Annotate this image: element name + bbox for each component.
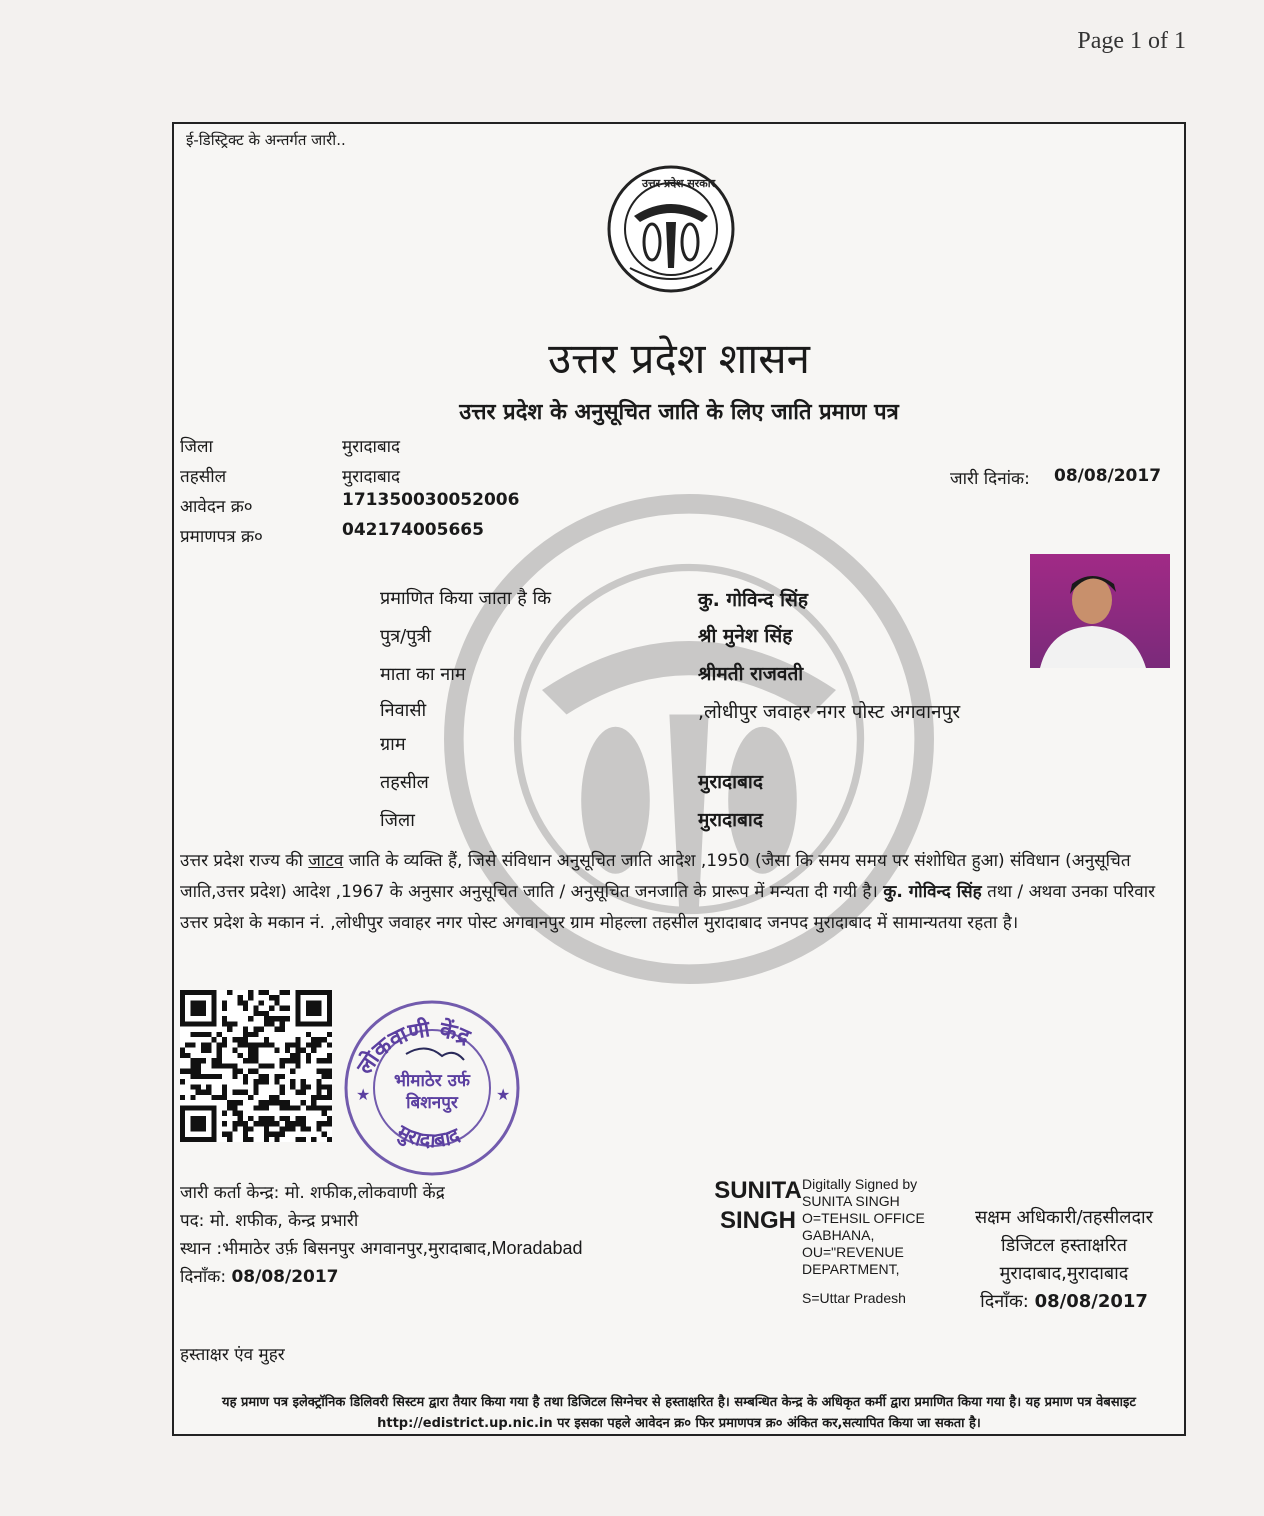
signer-name-line-2: SINGH [719, 1207, 796, 1234]
authority-date-value: 08/08/2017 [1034, 1291, 1148, 1312]
village-label: ग्राम [380, 734, 406, 755]
district-label: जिला [180, 437, 213, 457]
issuer-date [180, 1264, 339, 1287]
application-number-value: 171350030052006 [342, 490, 520, 510]
parent-name: श्री मुनेश सिंह [698, 625, 793, 647]
person-photo-icon [1030, 554, 1170, 668]
authority-signed: डिजिटल हस्ताक्षरित [1001, 1235, 1127, 1256]
signature-line-1: Digitally Signed by [802, 1176, 918, 1192]
statement-part-2: जाति के व्यक्ति हैं, जिसे संविधान अनुसूचित जाति आदेश ,1950 (जैसा कि समय समय पर संशोधित हुआ) संविधान (अनुसूचित जाति,उत्तर प्रदेश) आदेश ,1967 के अनुसार अनुसूचित जाति / अनुसूचित जनजाति के प्रारूप में मन्यता दी गयी है। [180, 851, 1131, 902]
signer-name [714, 1176, 802, 1236]
district-value: मुरादाबाद [342, 437, 401, 457]
resident-value: ,लोधीपुर जवाहर नगर पोस्ट अगवानपुर [698, 701, 961, 723]
tehsil-label: तहसील [180, 467, 227, 487]
stamp-line-2: बिशनपुर [406, 1093, 458, 1113]
authority-place: मुरादाबाद,मुरादाबाद [999, 1263, 1129, 1284]
authority-date-label: दिनाँक: [980, 1291, 1029, 1312]
signature-line-6: DEPARTMENT, [802, 1261, 900, 1277]
svg-text:★: ★ [496, 1085, 511, 1104]
lokvani-stamp-icon [336, 994, 528, 1176]
issuer-place-hindi: स्थान :भीमाठेर उर्फ़ बिसनपुर अगवानपुर,मुरादाबाद, [180, 1239, 492, 1259]
signature-details [802, 1176, 925, 1278]
certificate-number-label: प्रमाणपत्र क्र० [180, 527, 263, 547]
signature-seal-label: हस्ताक्षर एंव मुहर [180, 1345, 285, 1365]
issuer-date-value: 08/08/2017 [231, 1267, 339, 1287]
signature-line-4: GABHANA, [802, 1227, 875, 1243]
mother-name: श्रीमती राजवती [698, 663, 804, 685]
application-number-label: आवेदन क्र० [180, 497, 253, 517]
cert-tehsil-label: तहसील [380, 772, 429, 793]
statement-part-1: उत्तर प्रदेश राज्य की [180, 851, 309, 871]
svg-text:मुरादाबाद [392, 1119, 464, 1152]
certificate-number-value: 042174005665 [342, 520, 484, 540]
stamp-top-text: लोकवाणी केंद्र [352, 1017, 474, 1080]
header-note: ई-डिस्ट्रिक्ट के अन्तर्गत जारी.. [186, 131, 346, 149]
caste-name: जाटव [308, 851, 344, 871]
signature-state: S=Uttar Pradesh [802, 1290, 906, 1306]
authority-title: सक्षम अधिकारी/तहसीलदार [974, 1207, 1154, 1228]
signature-line-2: SUNITA SINGH [802, 1193, 900, 1209]
cert-district-value: मुरादाबाद [698, 809, 763, 831]
statement-person-name: कु. गोविन्द सिंह [883, 882, 982, 902]
page-number: Page 1 of 1 [1077, 28, 1186, 54]
certificate [172, 122, 1186, 1436]
certified-name: कु. गोविन्द सिंह [698, 589, 808, 611]
emblem-text: उत्तर प्रदेश सरकार [642, 177, 716, 190]
stamp-bottom-text: मुरादाबाद [393, 1119, 464, 1153]
certified-label: प्रमाणित किया जाता है कि [380, 588, 552, 609]
issue-date-value: 08/08/2017 [1054, 466, 1162, 486]
signer-name-line-1: SUNITA [714, 1177, 802, 1204]
issuer-place [180, 1236, 583, 1259]
issue-date-label: जारी दिनांक: [950, 469, 1030, 489]
issuer-post: पद: मो. शफीक, केन्द्र प्रभारी [180, 1211, 359, 1231]
issuer-place-english: Moradabad [491, 1238, 583, 1258]
footer-note: यह प्रमाण पत्र इलेक्ट्रॉनिक डिलिवरी सिस्टम द्वारा तैयार किया गया है तथा डिजिटल सिग्नेचर से हस्ताक्षरित है। सम्बन्धित केन्द्र के अधिकृत कर्मी द्वारा प्रमाणित किया गया है। यह प्रमाण पत्र वेबसाइट http://edistrict.up.nic.in पर इसका पहले आवेदन क्र० फिर प्रमाणपत्र क्र० अंकित कर,सत्यापित किया जा सकता है। [222, 1395, 1136, 1431]
document-title: उत्तर प्रदेश शासन [548, 334, 810, 383]
stamp-line-1: भीमाठेर उर्फ [393, 1071, 471, 1091]
document-subtitle: उत्तर प्रदेश के अनुसूचित जाति के लिए जाति प्रमाण पत्र [459, 400, 899, 425]
certificate-statement [180, 846, 1170, 939]
statement-part-3: तथा / अथवा उनका परिवार उत्तर प्रदेश के मकान नं. ,लोधीपुर जवाहर नगर पोस्ट अगवानपुर ग्राम मोहल्ला तहसील मुरादाबाद जनपद मुरादाबाद में सामान्यतया रहता है। [180, 882, 1156, 933]
issuing-center: जारी कर्ता केन्द्र: मो. शफीक,लोकवाणी केंद्र [180, 1183, 445, 1203]
signature-line-3: O=TEHSIL OFFICE [802, 1210, 925, 1226]
svg-text:★: ★ [356, 1085, 371, 1104]
cert-district-label: जिला [380, 810, 415, 831]
resident-label: निवासी [380, 700, 427, 721]
authority-block [954, 1204, 1174, 1316]
parent-label: पुत्र/पुत्री [380, 626, 432, 647]
cert-tehsil-value: मुरादाबाद [698, 771, 763, 793]
authority-date [954, 1288, 1174, 1316]
tehsil-value: मुरादाबाद [342, 467, 401, 487]
signature-line-5: OU="REVENUE [802, 1244, 904, 1260]
mother-label: माता का नाम [380, 664, 466, 685]
qr-code-icon [180, 990, 332, 1142]
issuer-date-label: दिनाँक: [180, 1267, 227, 1287]
applicant-photo [1030, 554, 1170, 668]
